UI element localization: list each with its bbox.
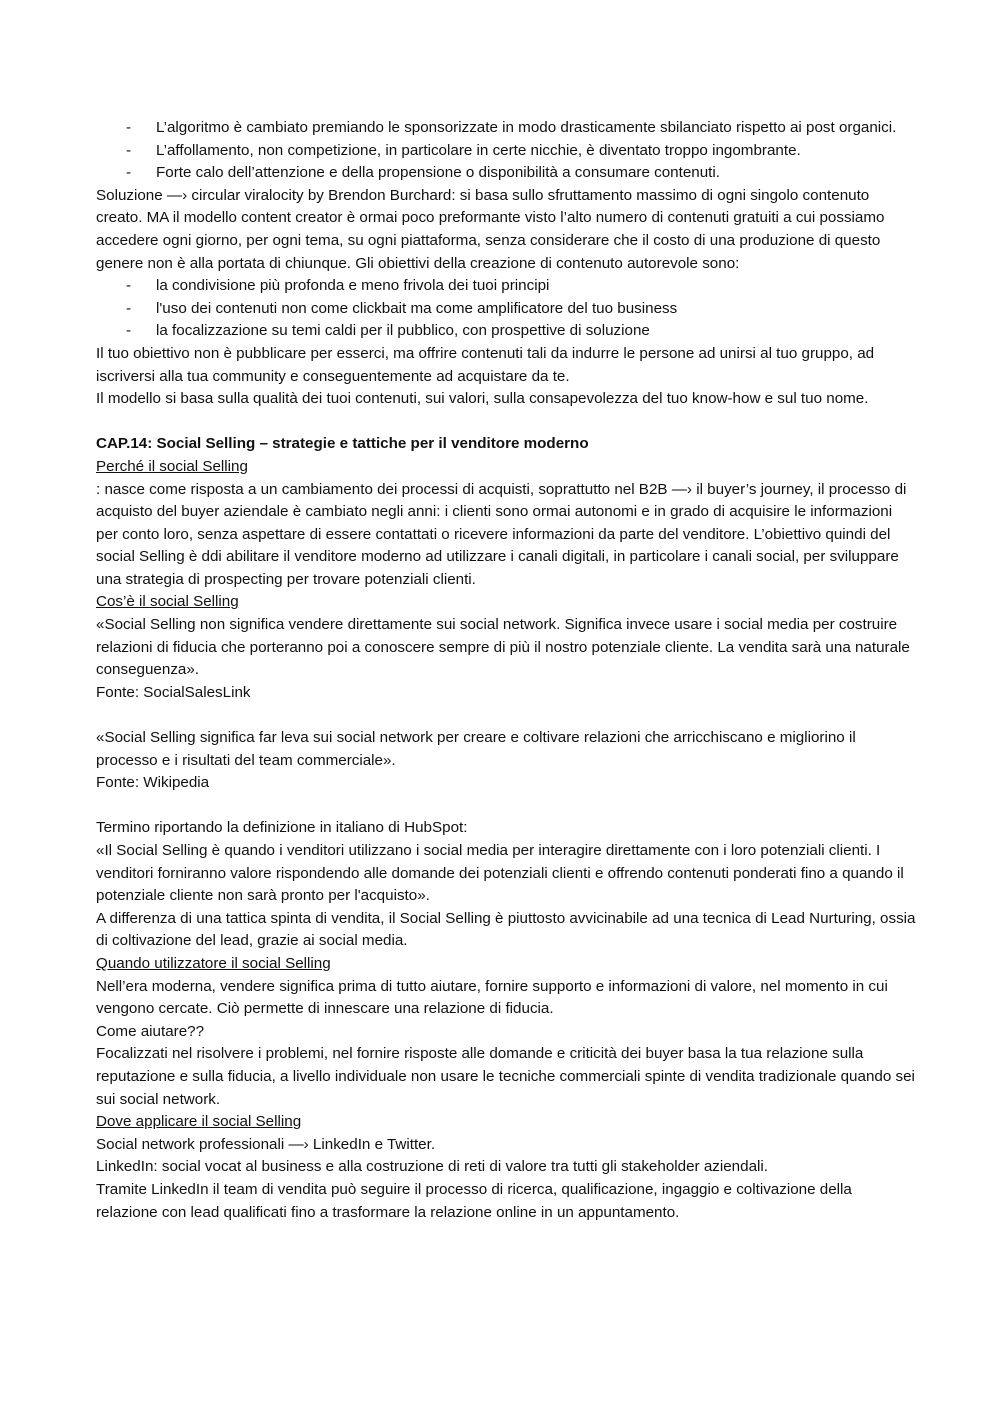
bullet-dash: - (126, 119, 132, 136)
list-item (96, 320, 916, 343)
list-item (96, 162, 916, 185)
document-page (96, 117, 916, 1224)
problems-list (96, 117, 916, 185)
obiettivo-paragraph: Il tuo obiettivo non è pubblicare per esserci, ma offrire contenuti tali da indurre le persone ad unirsi al tuo gruppo, ad iscriversi alla tua community e conseguentemente ad acquistare da te. (96, 344, 875, 385)
modello-paragraph: Il modello si basa sulla qualità dei tuoi contenuti, sui valori, sulla consapevolezza del tuo know-how e sul tuo nome. (96, 390, 869, 408)
list-item-text: la focalizzazione su temi caldi per il pubblico, con prospettive di soluzione (156, 322, 650, 340)
objectives-list (96, 275, 916, 343)
section-heading-dove: Dove applicare il social Selling (96, 1113, 302, 1131)
bullet-dash: - (126, 141, 132, 159)
linkedin-paragraph-1: LinkedIn: social vocat al business e alla costruzione di reti di valore tra tutti gli stakeholder aziendali. (96, 1158, 768, 1176)
focalizzati-paragraph: Focalizzati nel risolvere i problemi, nel fornire risposte alle domande e criticità dei buyer basa la tua relazione sulla reputazione e sulla fiducia, a livello individuale non usare le tecniche commerciali spinte di vendita tradizionale quando sei sui social network. (96, 1045, 915, 1108)
quote-wikipedia: «Social Selling significa far leva sui social network per creare e coltivare relazioni che arricchiscano e migliorino il processo e i risultati del team commerciale». (96, 729, 856, 769)
section-heading-perche: Perché il social Selling (96, 457, 248, 475)
perche-paragraph: : nasce come risposta a un cambiamento dei processi di acquisti, soprattutto nel B2B —› il buyer’s journey, il processo di acquisto del buyer aziendale è cambiato negli anni: i clienti sono ormai autonomi e in grado di acquisire le informazioni per conto loro, senza aspettare di essere contattati o ricevere informazioni da parte del venditore. L’obiettivo quindi del social Selling è ddi abilitare il venditore moderno ad utilizzare i canali digitali, in particolare i canali social, per sviluppare una strategia di prospecting per trovare potenziali clienti. (96, 480, 907, 588)
bullet-dash: - (126, 322, 132, 340)
blank-line (96, 411, 916, 434)
source-wikipedia: Fonte: Wikipedia (96, 774, 210, 792)
list-item-text: Forte calo dell’attenzione e della propensione o disponibilità a consumare contenuti. (156, 164, 720, 182)
list-item-text: la condivisione più profonda e meno frivola dei tuoi principi (156, 277, 550, 295)
bullet-dash: - (126, 299, 132, 317)
source-sociallink: Fonte: SocialSalesLink (96, 683, 251, 701)
quote-sociallink: «Social Selling non significa vendere direttamente sui social network. Significa invece usare i social media per costruire relazioni di fiducia che porteranno poi a conoscere sempre di più il nostro potenziale cliente. La vendita sarà una naturale conseguenza». (96, 616, 910, 679)
blank-line (96, 795, 916, 818)
termino-paragraph: Termino riportando la definizione in italiano di HubSpot: (96, 819, 468, 837)
linkedin-paragraph-2: Tramite LinkedIn il team di vendita può seguire il processo di ricerca, qualificazione, ingaggio e coltivazione della relazione con lead qualificati fino a trasformare la relazione online in un appuntamento. (96, 1180, 852, 1221)
chapter-heading: CAP.14: Social Selling – strategie e tattiche per il venditore moderno (96, 435, 589, 453)
list-item (96, 140, 916, 163)
list-item-text: L’algoritmo è cambiato premiando le sponsorizzate in modo drasticamente sbilanciato rispetto ai post organici. (156, 119, 897, 136)
list-item (96, 298, 916, 321)
bullet-dash: - (126, 277, 132, 295)
soluzione-paragraph: Soluzione —› circular viralocity by Brendon Burchard: si basa sullo sfruttamento massimo di ogni singolo contenuto creato. MA il modello content creator è ormai poco preformante visto l’alto numero di contenuti gratuiti a cui possiamo accedere ogni giorno, per ogni tema, su ogni piattaforma, senza considerare che il costo di una produzione di questo genere non è alla portata di chiunque. Gli obiettivi della creazione di contenuto autorevole sono: (96, 186, 885, 272)
bullet-dash: - (126, 164, 132, 182)
differenza-paragraph: A differenza di una tattica spinta di vendita, il Social Selling è piuttosto avvicinabile ad una tecnica di Lead Nurturing, ossia di coltivazione del lead, grazie ai social media. (96, 909, 916, 950)
come-aiutare-line: Come aiutare?? (96, 1022, 205, 1040)
quote-hubspot: «Il Social Selling è quando i venditori utilizzano i social media per interagire direttamente con i loro potenziali clienti. I venditori forniranno valore rispondendo alle domande dei potenziali clienti e offrendo contenuti ponderati fino a quando il potenziale cliente non sarà pronto per l'acquisto». (96, 842, 904, 905)
list-item-text: L’affollamento, non competizione, in particolare in certe nicchie, è diventato troppo ingombrante. (156, 141, 801, 159)
blank-line (96, 704, 916, 727)
era-moderna-paragraph: Nell’era moderna, vendere significa prima di tutto aiutare, fornire supporto e informazioni di valore, nel momento in cui vengono cercate. Ciò permette di innescare una relazione di fiducia. (96, 977, 888, 1018)
social-network-line: Social network professionali —› LinkedIn e Twitter. (96, 1135, 436, 1153)
list-item (96, 117, 916, 140)
section-heading-quando: Quando utilizzatore il social Selling (96, 954, 331, 972)
list-item (96, 275, 916, 298)
section-heading-cose: Cos’è il social Selling (96, 593, 239, 611)
list-item-text: l'uso dei contenuti non come clickbait ma come amplificatore del tuo business (156, 299, 678, 317)
